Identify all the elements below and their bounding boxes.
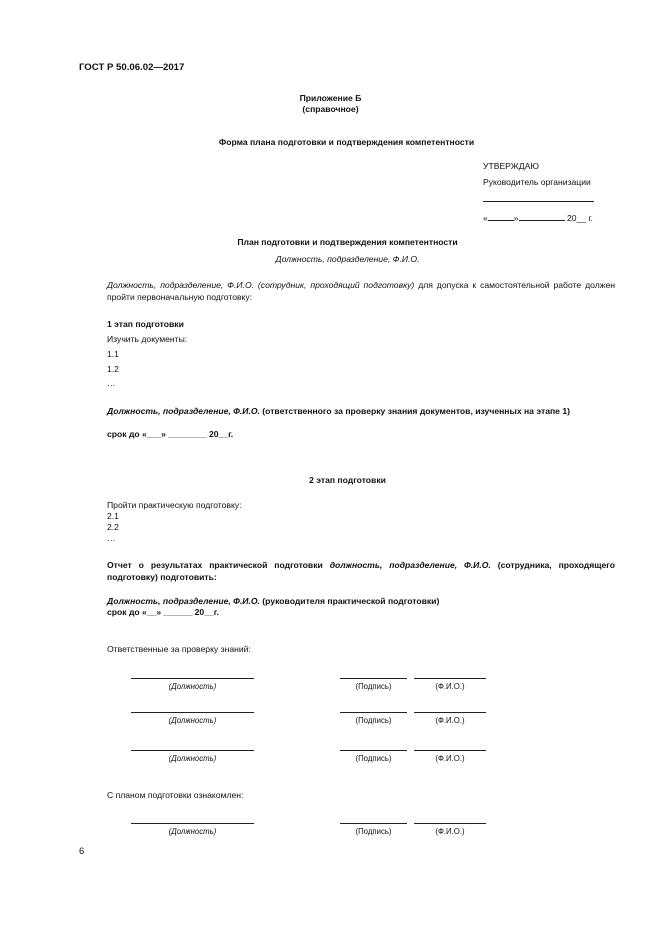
stage1-title: 1 этап подготовки [107, 319, 184, 329]
stage2-report [107, 559, 615, 583]
fio-line [414, 823, 486, 824]
stage2-resp-text: (руководителя практической подготовки) [259, 596, 440, 606]
stage1-resp-italic: Должность, подразделение, Ф.И.О. [107, 406, 260, 416]
date-open-quote: « [483, 213, 488, 223]
signature-caption: (Подпись) [355, 682, 392, 691]
fio-line [414, 712, 486, 713]
stage1-item: 1.1 [107, 349, 119, 359]
intro-paragraph [107, 279, 615, 303]
signature-caption: (Подпись) [355, 716, 392, 725]
position-line [131, 823, 254, 824]
stage1-item: 1.2 [107, 364, 119, 374]
date-year: 20__ г. [566, 213, 593, 223]
fio-line [414, 750, 486, 751]
approval-head: Руководитель организации [483, 177, 591, 187]
position-caption: (Должность) [168, 754, 217, 763]
stage2-report-text-a: Отчет о результатах практической подготовки [107, 560, 330, 570]
stage2-deadline: срок до «__» ______ 20__г. [107, 607, 219, 617]
stage2-item: 2.2 [107, 522, 119, 532]
signature-line [340, 712, 407, 713]
intro-italic: Должность, подразделение, Ф.И.О. (сотрудник, проходящий подготовку) [107, 280, 415, 290]
plan-subtitle: Должность, подразделение, Ф.И.О. [275, 254, 420, 264]
appendix-subtitle: (справочное) [302, 104, 359, 114]
stage1-item: … [107, 378, 116, 388]
stage1-study-label: Изучить документы: [107, 334, 188, 344]
position-line [131, 712, 254, 713]
stage2-report-italic: должность, подразделение, Ф.И.О. [329, 560, 491, 570]
position-line [131, 678, 254, 679]
stage2-practice-label: Пройти практическую подготовку: [107, 500, 242, 510]
familiar-label: С планом подготовки ознакомлен: [107, 790, 244, 800]
approval-date [483, 213, 593, 224]
form-title: Форма плана подготовки и подтверждения компетентности [218, 137, 475, 147]
fio-caption: (Ф.И.О.) [435, 716, 465, 725]
stage2-resp-italic: Должность, подразделение, Ф.И.О. [107, 596, 260, 606]
position-line [131, 750, 254, 751]
position-caption: (Должность) [168, 827, 217, 836]
signature-caption: (Подпись) [355, 827, 392, 836]
fio-caption: (Ф.И.О.) [435, 754, 465, 763]
stage1-resp-text: (ответственного за проверку знания документов, изученных на этапе 1) [259, 406, 570, 416]
fio-caption: (Ф.И.О.) [435, 827, 465, 836]
approval-signature-line [483, 201, 594, 202]
stage2-item: 2.1 [107, 511, 119, 521]
signature-line [340, 750, 407, 751]
fio-line [414, 678, 486, 679]
position-caption: (Должность) [168, 716, 217, 725]
stage2-responsible [107, 596, 439, 607]
approval-approve: УТВЕРЖДАЮ [483, 161, 539, 171]
signature-line [340, 678, 407, 679]
date-close-quote: » [513, 213, 519, 223]
position-caption: (Должность) [168, 682, 217, 691]
stage2-item: … [107, 533, 116, 543]
intro-text: для допуска к самостоятельной работе должен пройти первоначальную подготовку: [107, 280, 615, 302]
appendix-title: Приложение Б [299, 93, 362, 103]
stage1-deadline: срок до «___» ________ 20__г. [107, 429, 234, 439]
stage2-title: 2 этап подготовки [309, 475, 386, 485]
plan-title: План подготовки и подтверждения компетентности [237, 237, 458, 247]
signature-caption: (Подпись) [355, 754, 392, 763]
document-code: ГОСТ Р 50.06.02—2017 [79, 62, 185, 73]
responsible-label: Ответственные за проверку знаний: [107, 644, 251, 654]
page-number: 6 [79, 845, 85, 856]
fio-caption: (Ф.И.О.) [435, 682, 465, 691]
stage2-report-text-b: (сотрудника, проходящего подготовку) подготовить: [107, 560, 615, 582]
signature-line [340, 823, 407, 824]
stage1-responsible [107, 405, 615, 417]
